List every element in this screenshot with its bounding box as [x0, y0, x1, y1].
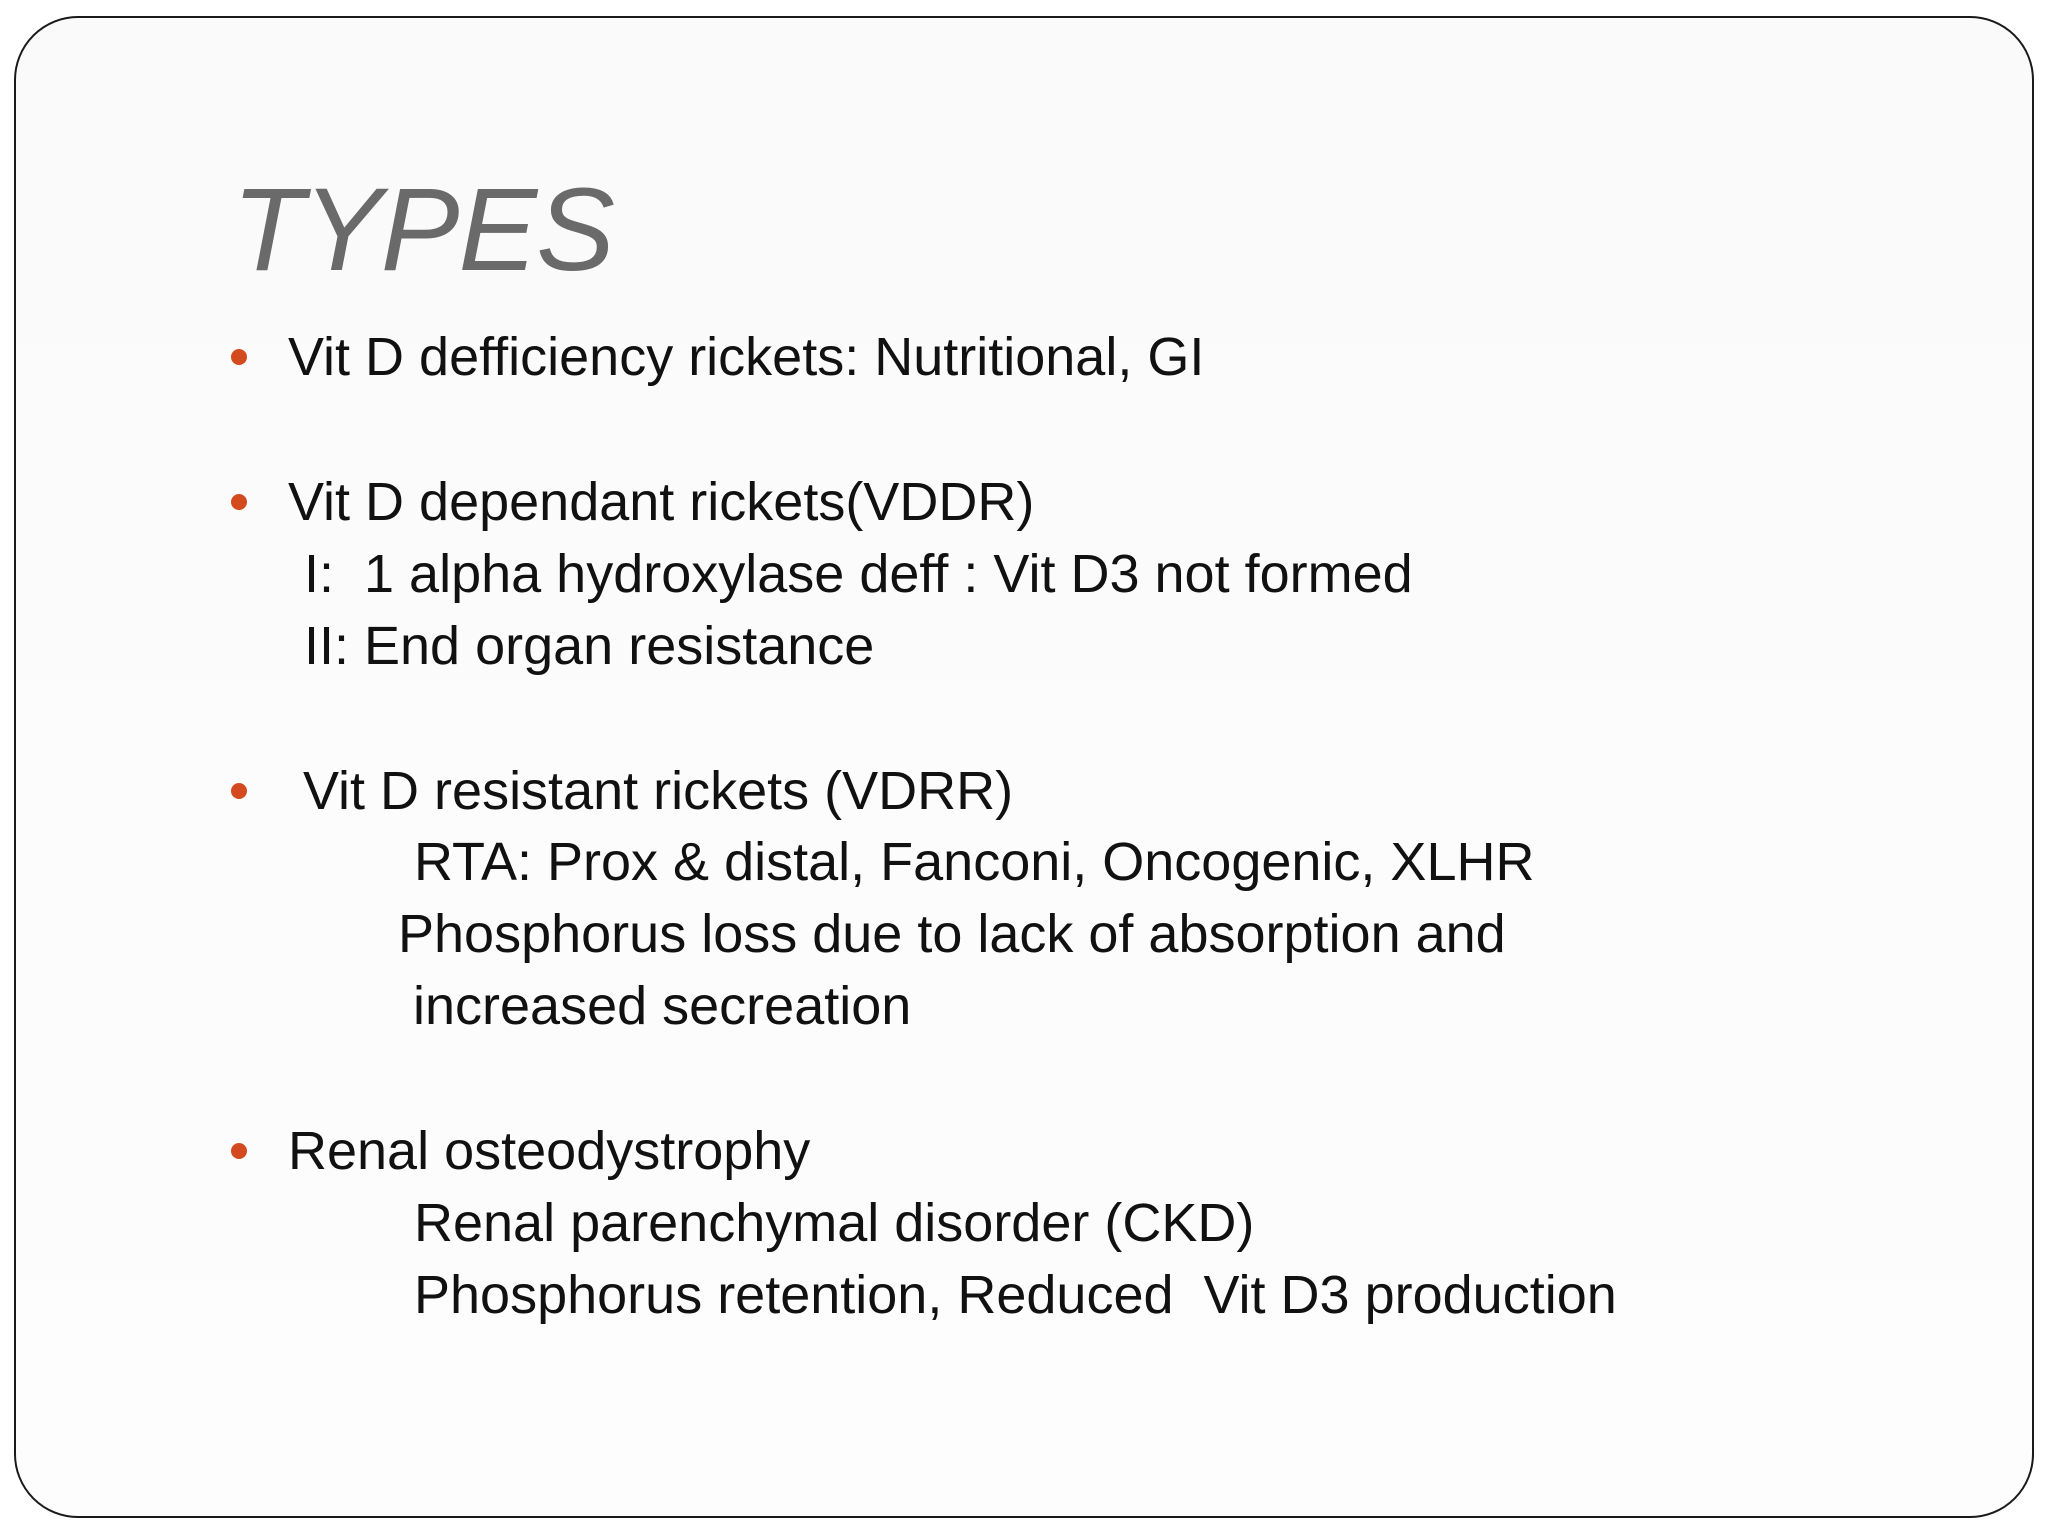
- bullet-dot: [231, 1143, 247, 1159]
- bullet-dot: [231, 349, 247, 365]
- bullet-dot: [231, 783, 247, 799]
- sub-line-vddr-type-2: II: End organ resistance: [304, 616, 875, 676]
- bullet-item-renal: Renal osteodystrophy: [288, 1121, 811, 1181]
- sub-line-vdrr-phosphorus: Phosphorus loss due to lack of absorption and: [398, 904, 1506, 964]
- sub-line-vdrr-secretion: increased secreation: [398, 976, 912, 1036]
- sub-line-renal-phosphorus: Phosphorus retention, Reduced Vit D3 production: [414, 1265, 1617, 1325]
- sub-line-vddr-type-1: I: 1 alpha hydroxylase deff : Vit D3 not formed: [304, 544, 1413, 604]
- sub-line-vdrr-causes: RTA: Prox & distal, Fanconi, Oncogenic, XLHR: [414, 832, 1535, 892]
- bullet-item-vdrr: Vit D resistant rickets (VDRR): [288, 761, 1014, 821]
- slide-title: TYPES: [232, 164, 614, 296]
- sub-line-renal-ckd: Renal parenchymal disorder (CKD): [414, 1193, 1255, 1253]
- bullet-dot: [231, 494, 247, 510]
- bullet-item-deficiency: Vit D defficiency rickets: Nutritional, GI: [288, 327, 1205, 387]
- bullet-item-vddr: Vit D dependant rickets(VDDR): [288, 472, 1035, 532]
